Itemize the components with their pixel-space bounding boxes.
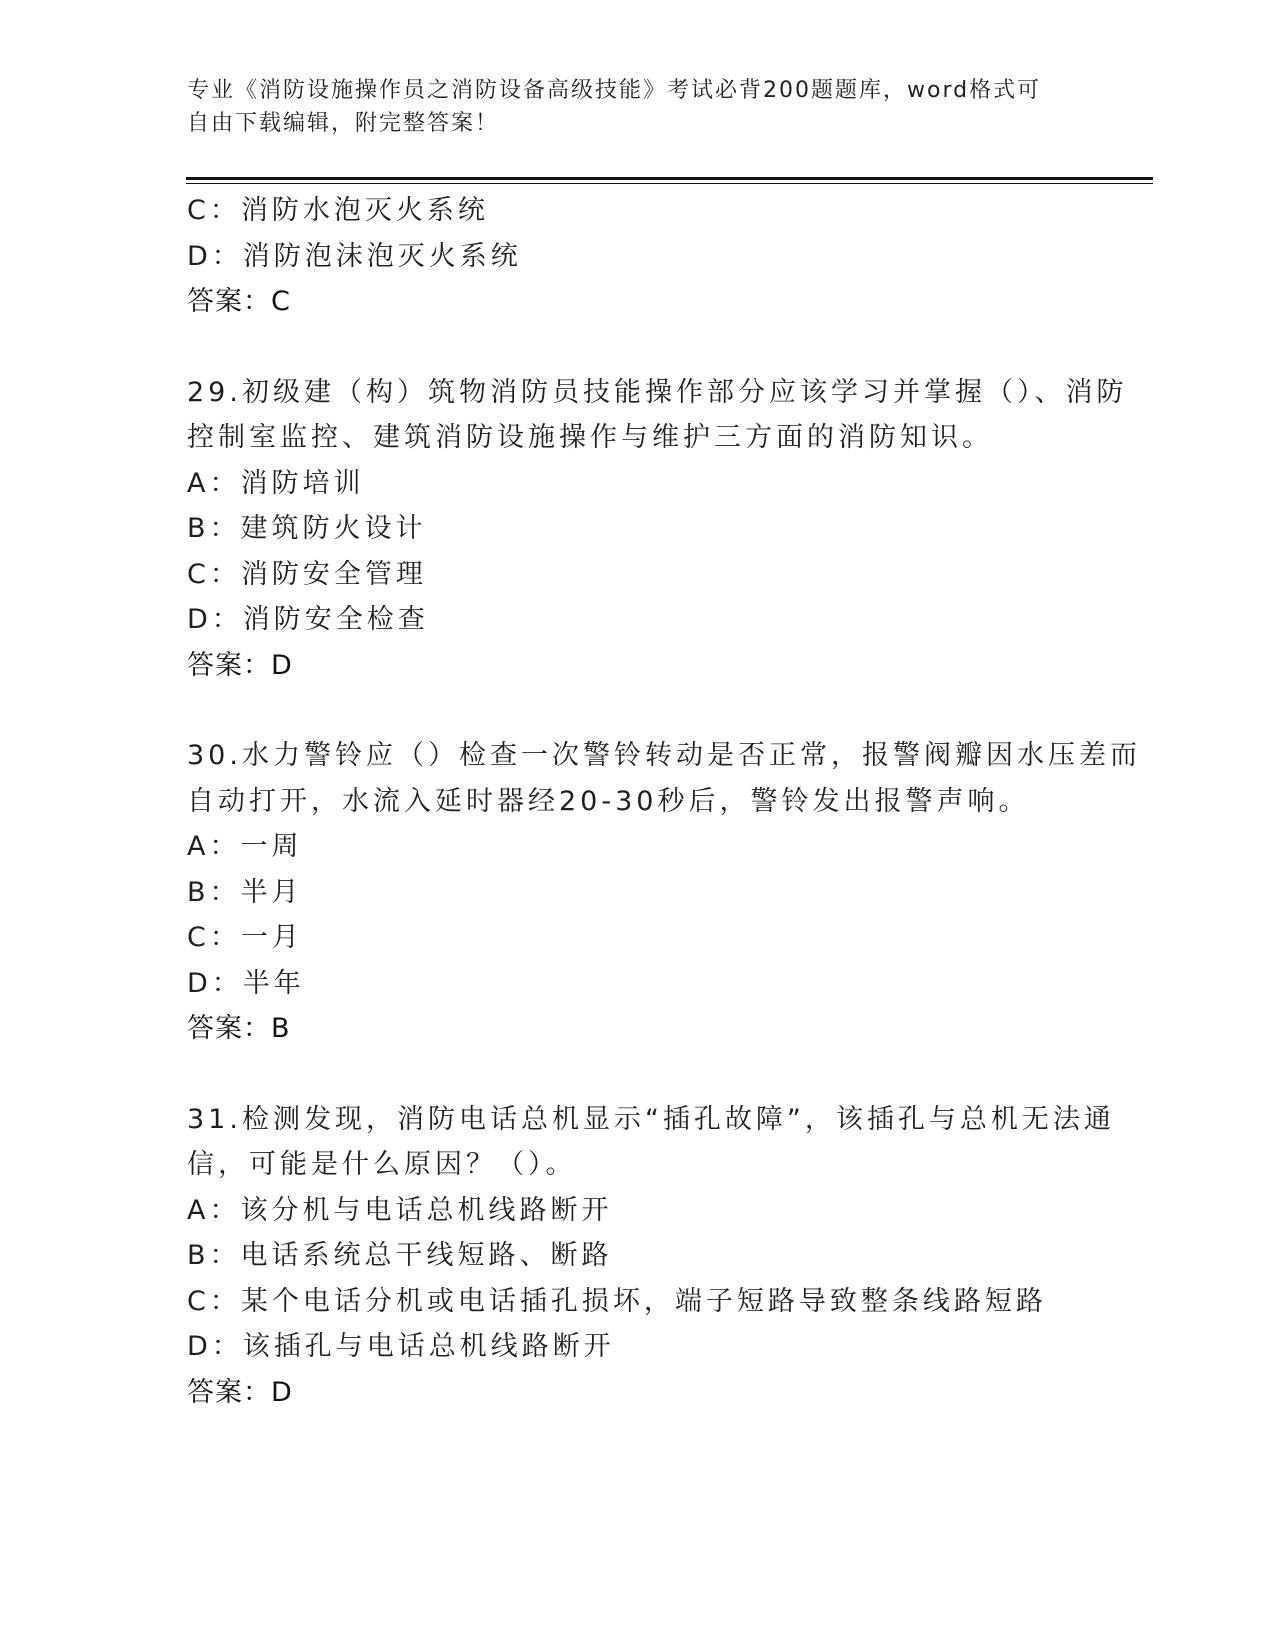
q30-option-d: D：半年 — [187, 967, 305, 999]
q29-option-b: B：建筑防火设计 — [187, 513, 427, 544]
q31-option-a: A：该分机与电话总机线路断开 — [187, 1194, 613, 1226]
spacer — [187, 688, 1087, 733]
header-divider-thin — [186, 183, 1153, 184]
q31-stem-line-2: 信，可能是什么原因？（）。 — [187, 1149, 577, 1180]
q31-stem-line-1: 31.检测发现，消防电话总机显示“插孔故障”，该插孔与总机无法通 — [187, 1103, 1115, 1135]
q28-option-c: C：消防水泡灭火系统 — [187, 195, 489, 226]
question-31-block — [187, 1097, 1115, 1416]
q29-option-c: C：消防安全管理 — [187, 558, 427, 590]
q30-option-a: A：一周 — [187, 831, 303, 862]
q30-stem-line-1: 30.水力警铃应（）检查一次警铃转动是否正常，报警阀瓣因水压差而 — [187, 740, 1141, 771]
header-line-2: 自由下载编辑，附完整答案！ — [187, 111, 500, 136]
question-30-block — [187, 733, 1141, 1052]
q31-answer: 答案：D — [187, 1376, 293, 1408]
q30-option-b: B：半月 — [187, 876, 303, 908]
header-divider-thick — [186, 177, 1153, 180]
question-29-block — [187, 370, 1128, 689]
question-28-block — [187, 188, 1087, 325]
document-body — [187, 188, 1141, 1415]
spacer — [187, 1052, 1087, 1097]
q29-stem-line-2: 控制室监控、建筑消防设施操作与维护三方面的消防知识。 — [187, 422, 993, 453]
header-line-1: 专业《消防设施操作员之消防设备高级技能》考试必背200题题库，word格式可 — [187, 78, 1042, 103]
q28-option-d: D：消防泡沫泡灭火系统 — [187, 240, 522, 272]
q28-answer: 答案：C — [187, 286, 291, 317]
q31-option-d: D：该插孔与电话总机线路断开 — [187, 1331, 615, 1362]
q30-answer: 答案：B — [187, 1013, 291, 1044]
q29-answer: 答案：D — [187, 649, 293, 681]
q29-option-a: A：消防培训 — [187, 467, 365, 499]
q29-option-d: D：消防安全检查 — [187, 604, 429, 635]
q29-stem-line-1: 29.初级建（构）筑物消防员技能操作部分应该学习并掌握（）、消防 — [187, 376, 1128, 408]
q31-option-c: C：某个电话分机或电话插孔损坏，端子短路导致整条线路短路 — [187, 1285, 1047, 1317]
q31-option-b: B：电话系统总干线短路、断路 — [187, 1240, 613, 1271]
q30-stem-line-2: 自动打开，水流入延时器经20-30秒后，警铃发出报警声响。 — [187, 785, 1030, 817]
q30-option-c: C：一月 — [187, 922, 303, 953]
spacer — [187, 325, 1087, 370]
document-header — [187, 74, 1067, 140]
